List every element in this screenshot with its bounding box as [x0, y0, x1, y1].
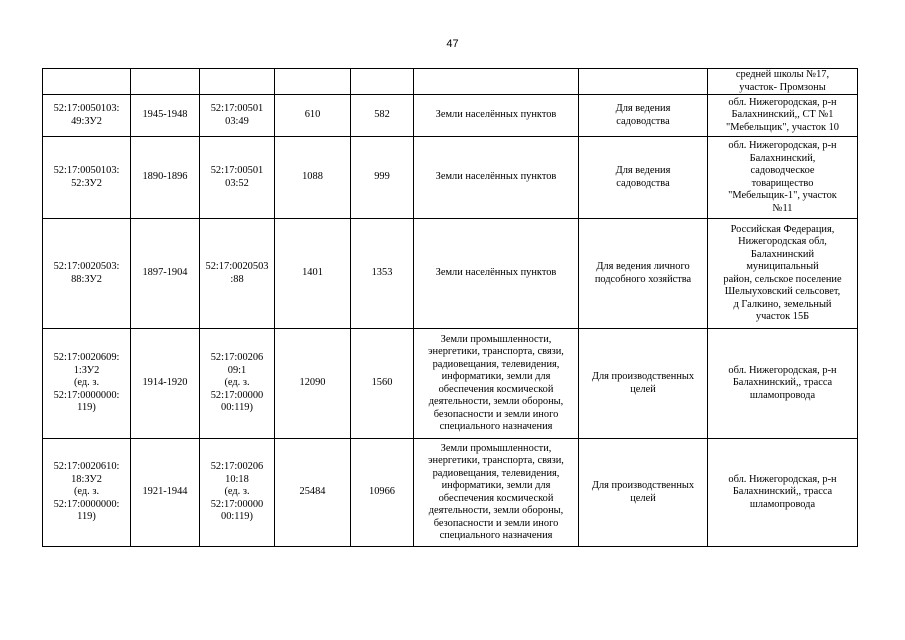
- cadastral-id-cell: 52:17:0020609: 1:ЗУ2 (ед. з. 52:17:0000000: 119): [43, 329, 131, 439]
- area-part-cell: 1353: [351, 219, 414, 329]
- land-category-cell: Земли промышленности, энергетики, транспорта, связи, радиовещания, телевидения, информатики, земли для обеспечения космической деятельности, земли обороны, безопасности и земли иного специального назначения: [414, 439, 579, 547]
- table-row: [43, 439, 858, 547]
- cadastral-number-cell: [200, 69, 275, 95]
- point-range-cell: 1914-1920: [131, 329, 200, 439]
- area-part-cell: 582: [351, 95, 414, 137]
- land-category-cell: Земли населённых пунктов: [414, 95, 579, 137]
- land-plots-table: [42, 68, 858, 547]
- address-cell: обл. Нижегородская, р-н Балахнинский,, трасса шламопровода: [708, 329, 858, 439]
- cadastral-id-cell: 52:17:0050103: 52:ЗУ2: [43, 137, 131, 219]
- table-row: [43, 95, 858, 137]
- land-category-cell: Земли населённых пунктов: [414, 219, 579, 329]
- land-category-cell: Земли населённых пунктов: [414, 137, 579, 219]
- point-range-cell: 1897-1904: [131, 219, 200, 329]
- page-number: 47: [446, 38, 459, 50]
- area-part-cell: 1560: [351, 329, 414, 439]
- address-cell: обл. Нижегородская, р-н Балахнинский,, трасса шламопровода: [708, 439, 858, 547]
- address-cell: обл. Нижегородская, р-н Балахнинский, садоводческое товарищество "Мебельщик-1", участок №11: [708, 137, 858, 219]
- area-cell: [275, 69, 351, 95]
- point-range-cell: 1890-1896: [131, 137, 200, 219]
- area-part-cell: 10966: [351, 439, 414, 547]
- cadastral-number-cell: 52:17:00501 03:49: [200, 95, 275, 137]
- area-cell: 610: [275, 95, 351, 137]
- point-range-cell: 1921-1944: [131, 439, 200, 547]
- cadastral-number-cell: 52:17:00501 03:52: [200, 137, 275, 219]
- area-part-cell: [351, 69, 414, 95]
- address-cell: обл. Нижегородская, р-н Балахнинский,, СТ №1 "Мебельщик", участок 10: [708, 95, 858, 137]
- land-category-cell: Земли промышленности, энергетики, транспорта, связи, радиовещания, телевидения, информатики, земли для обеспечения космической деятельности, земли обороны, безопасности и земли иного специального назначения: [414, 329, 579, 439]
- cadastral-id-cell: 52:17:0050103: 49:ЗУ2: [43, 95, 131, 137]
- area-cell: 1088: [275, 137, 351, 219]
- table-row: [43, 329, 858, 439]
- area-part-cell: 999: [351, 137, 414, 219]
- cadastral-id-cell: 52:17:0020503: 88:ЗУ2: [43, 219, 131, 329]
- table-row: [43, 137, 858, 219]
- cadastral-number-cell: 52:17:0020503 :88: [200, 219, 275, 329]
- address-cell: Российская Федерация, Нижегородская обл, Балахнинский муниципальный район, сельское поселение Шелыуховский сельсовет, д Галкино, земельный участок 15Б: [708, 219, 858, 329]
- permitted-use-cell: Для производственных целей: [579, 329, 708, 439]
- area-cell: 1401: [275, 219, 351, 329]
- area-cell: 12090: [275, 329, 351, 439]
- table-row: [43, 219, 858, 329]
- table-row: [43, 69, 858, 95]
- permitted-use-cell: Для ведения личного подсобного хозяйства: [579, 219, 708, 329]
- point-range-cell: 1945-1948: [131, 95, 200, 137]
- permitted-use-cell: Для производственных целей: [579, 439, 708, 547]
- area-cell: 25484: [275, 439, 351, 547]
- permitted-use-cell: Для ведения садоводства: [579, 137, 708, 219]
- land-category-cell: [414, 69, 579, 95]
- point-range-cell: [131, 69, 200, 95]
- address-cell: средней школы №17, участок- Промзоны: [708, 69, 858, 95]
- permitted-use-cell: Для ведения садоводства: [579, 95, 708, 137]
- cadastral-id-cell: 52:17:0020610: 18:ЗУ2 (ед. з. 52:17:0000000: 119): [43, 439, 131, 547]
- cadastral-number-cell: 52:17:00206 10:18 (ед. з. 52:17:00000 00:119): [200, 439, 275, 547]
- cadastral-number-cell: 52:17:00206 09:1 (ед. з. 52:17:00000 00:119): [200, 329, 275, 439]
- permitted-use-cell: [579, 69, 708, 95]
- cadastral-id-cell: [43, 69, 131, 95]
